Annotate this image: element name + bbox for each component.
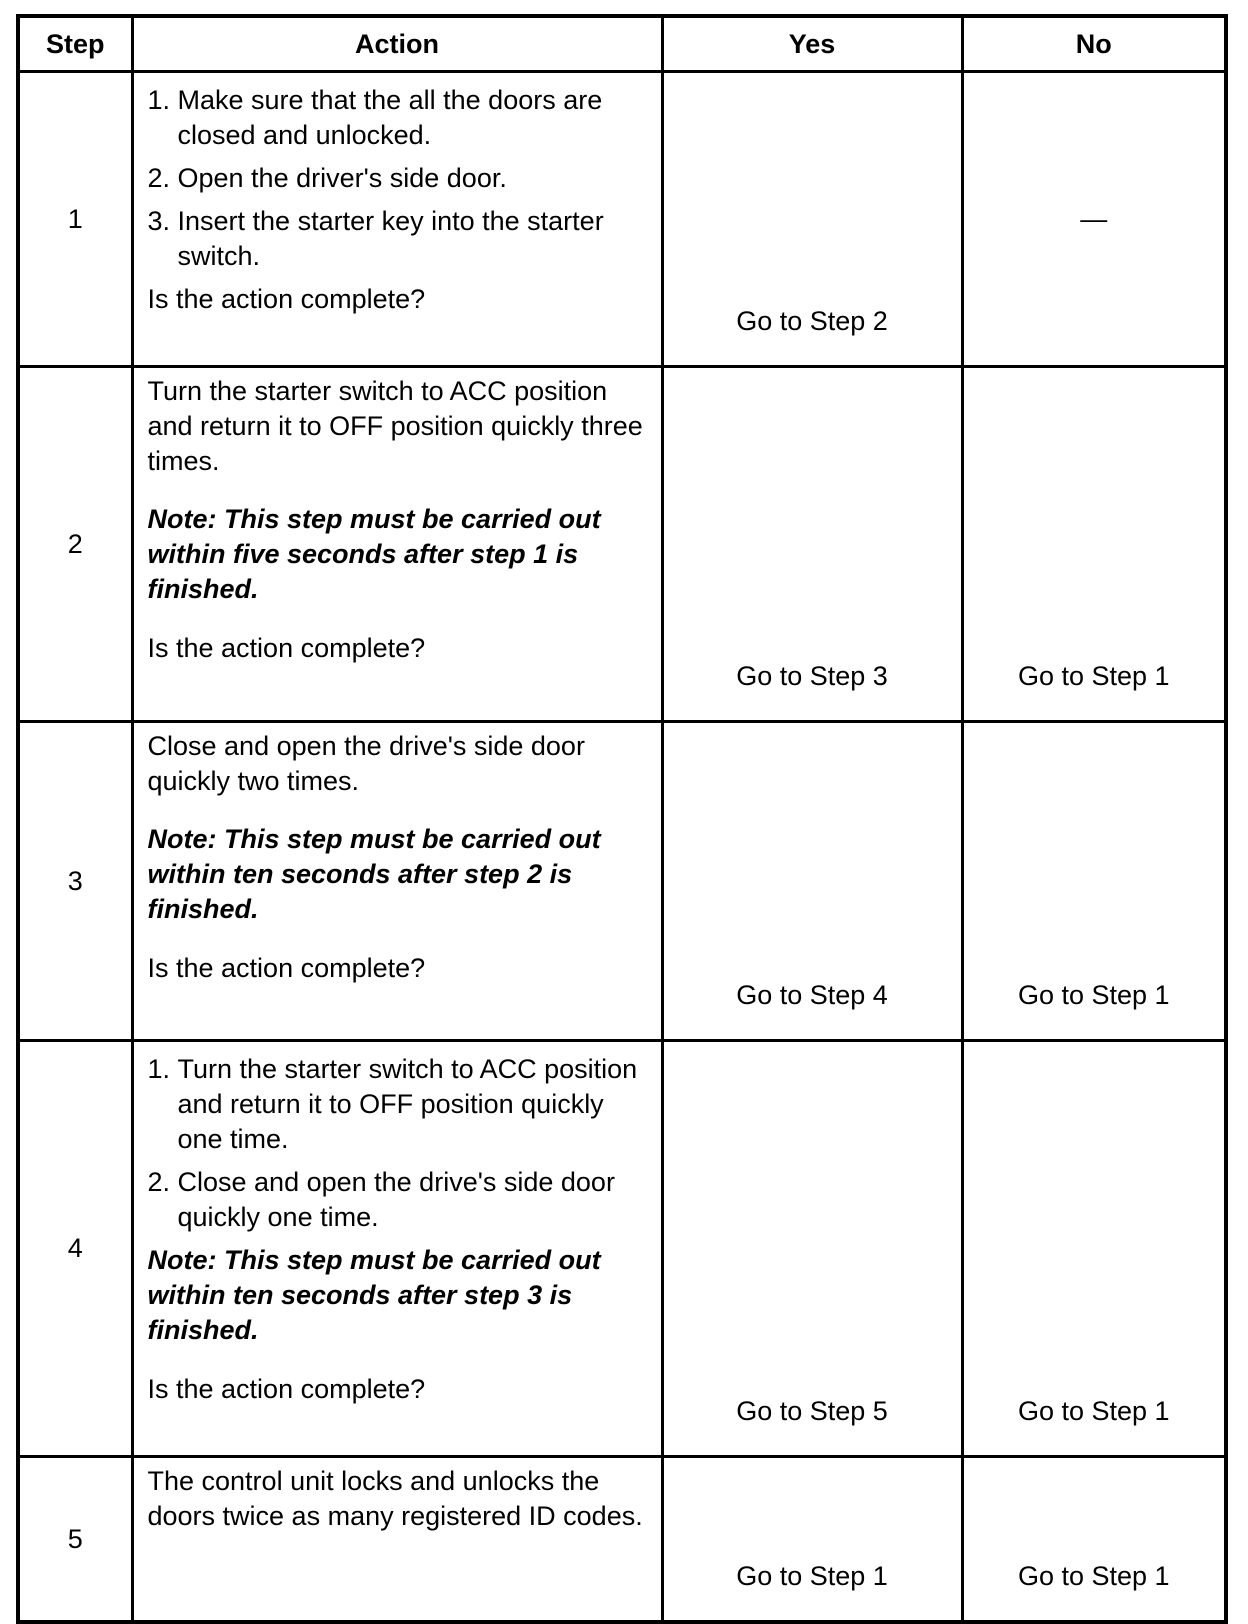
action-cell xyxy=(132,722,662,1041)
list-item: 2. Open the driver's side door. xyxy=(147,163,507,193)
header-no: No xyxy=(962,16,1226,72)
yes-cell: Go to Step 4 xyxy=(662,722,962,1041)
question-text: Is the action complete? xyxy=(147,953,426,983)
step-number: 1 xyxy=(18,72,132,367)
list-item: 1. Turn the starter switch to ACC position and return it to OFF position quickly one time. xyxy=(147,1054,638,1154)
action-list xyxy=(148,83,651,274)
step-number: 4 xyxy=(18,1041,132,1457)
step-number: 2 xyxy=(18,367,132,722)
note-text: Note: This step must be carried out within five seconds after step 1 is finished. xyxy=(147,504,601,604)
question-text: Is the action complete? xyxy=(147,1374,426,1404)
action-text: The control unit locks and unlocks the doors twice as many registered ID codes. xyxy=(147,1466,643,1531)
header-yes: Yes xyxy=(662,16,962,72)
list-item-text: Close and open the drive's side door quickly one time. xyxy=(177,1167,615,1232)
action-cell xyxy=(132,1041,662,1457)
table-row xyxy=(18,1457,1226,1623)
yes-cell: Go to Step 3 xyxy=(662,367,962,722)
yes-cell: Go to Step 5 xyxy=(662,1041,962,1457)
no-cell: — xyxy=(962,72,1226,367)
header-action: Action xyxy=(132,16,662,72)
no-cell: Go to Step 1 xyxy=(962,1041,1226,1457)
table-row xyxy=(18,367,1226,722)
step-number: 3 xyxy=(18,722,132,1041)
no-cell: Go to Step 1 xyxy=(962,367,1226,722)
table-row xyxy=(18,722,1226,1041)
action-cell xyxy=(132,72,662,367)
yes-cell: Go to Step 2 xyxy=(662,72,962,367)
action-text: Close and open the drive's side door quickly two times. xyxy=(147,731,585,796)
header-step: Step xyxy=(18,16,132,72)
list-item-text: Insert the starter key into the starter switch. xyxy=(177,206,604,271)
action-cell xyxy=(132,367,662,722)
action-list xyxy=(148,1052,651,1235)
action-cell xyxy=(132,1457,662,1623)
yes-cell: Go to Step 1 xyxy=(662,1457,962,1623)
note-text: Note: This step must be carried out within ten seconds after step 3 is finished. xyxy=(147,1245,601,1345)
list-item-text: Make sure that the all the doors are closed and unlocked. xyxy=(177,85,603,150)
question-text: Is the action complete? xyxy=(147,633,426,663)
list-item-text: Turn the starter switch to ACC position and return it to OFF position quickly one time. xyxy=(177,1054,638,1154)
header-row xyxy=(18,16,1226,72)
list-item: 3. Insert the starter key into the starter switch. xyxy=(147,206,604,271)
no-cell: Go to Step 1 xyxy=(962,722,1226,1041)
question-text: Is the action complete? xyxy=(147,284,426,314)
action-text: Turn the starter switch to ACC position and return it to OFF position quickly three times. xyxy=(147,376,643,476)
no-cell: Go to Step 1 xyxy=(962,1457,1226,1623)
procedure-sheet xyxy=(16,14,1224,1591)
list-item: 1. Make sure that the all the doors are closed and unlocked. xyxy=(147,85,603,150)
table-row xyxy=(18,1041,1226,1457)
note-text: Note: This step must be carried out within ten seconds after step 2 is finished. xyxy=(147,824,601,924)
step-number: 5 xyxy=(18,1457,132,1623)
list-item-text: Open the driver's side door. xyxy=(177,163,507,193)
procedure-table xyxy=(16,14,1228,1624)
table-row xyxy=(18,72,1226,367)
list-item: 2. Close and open the drive's side door quickly one time. xyxy=(147,1167,615,1232)
